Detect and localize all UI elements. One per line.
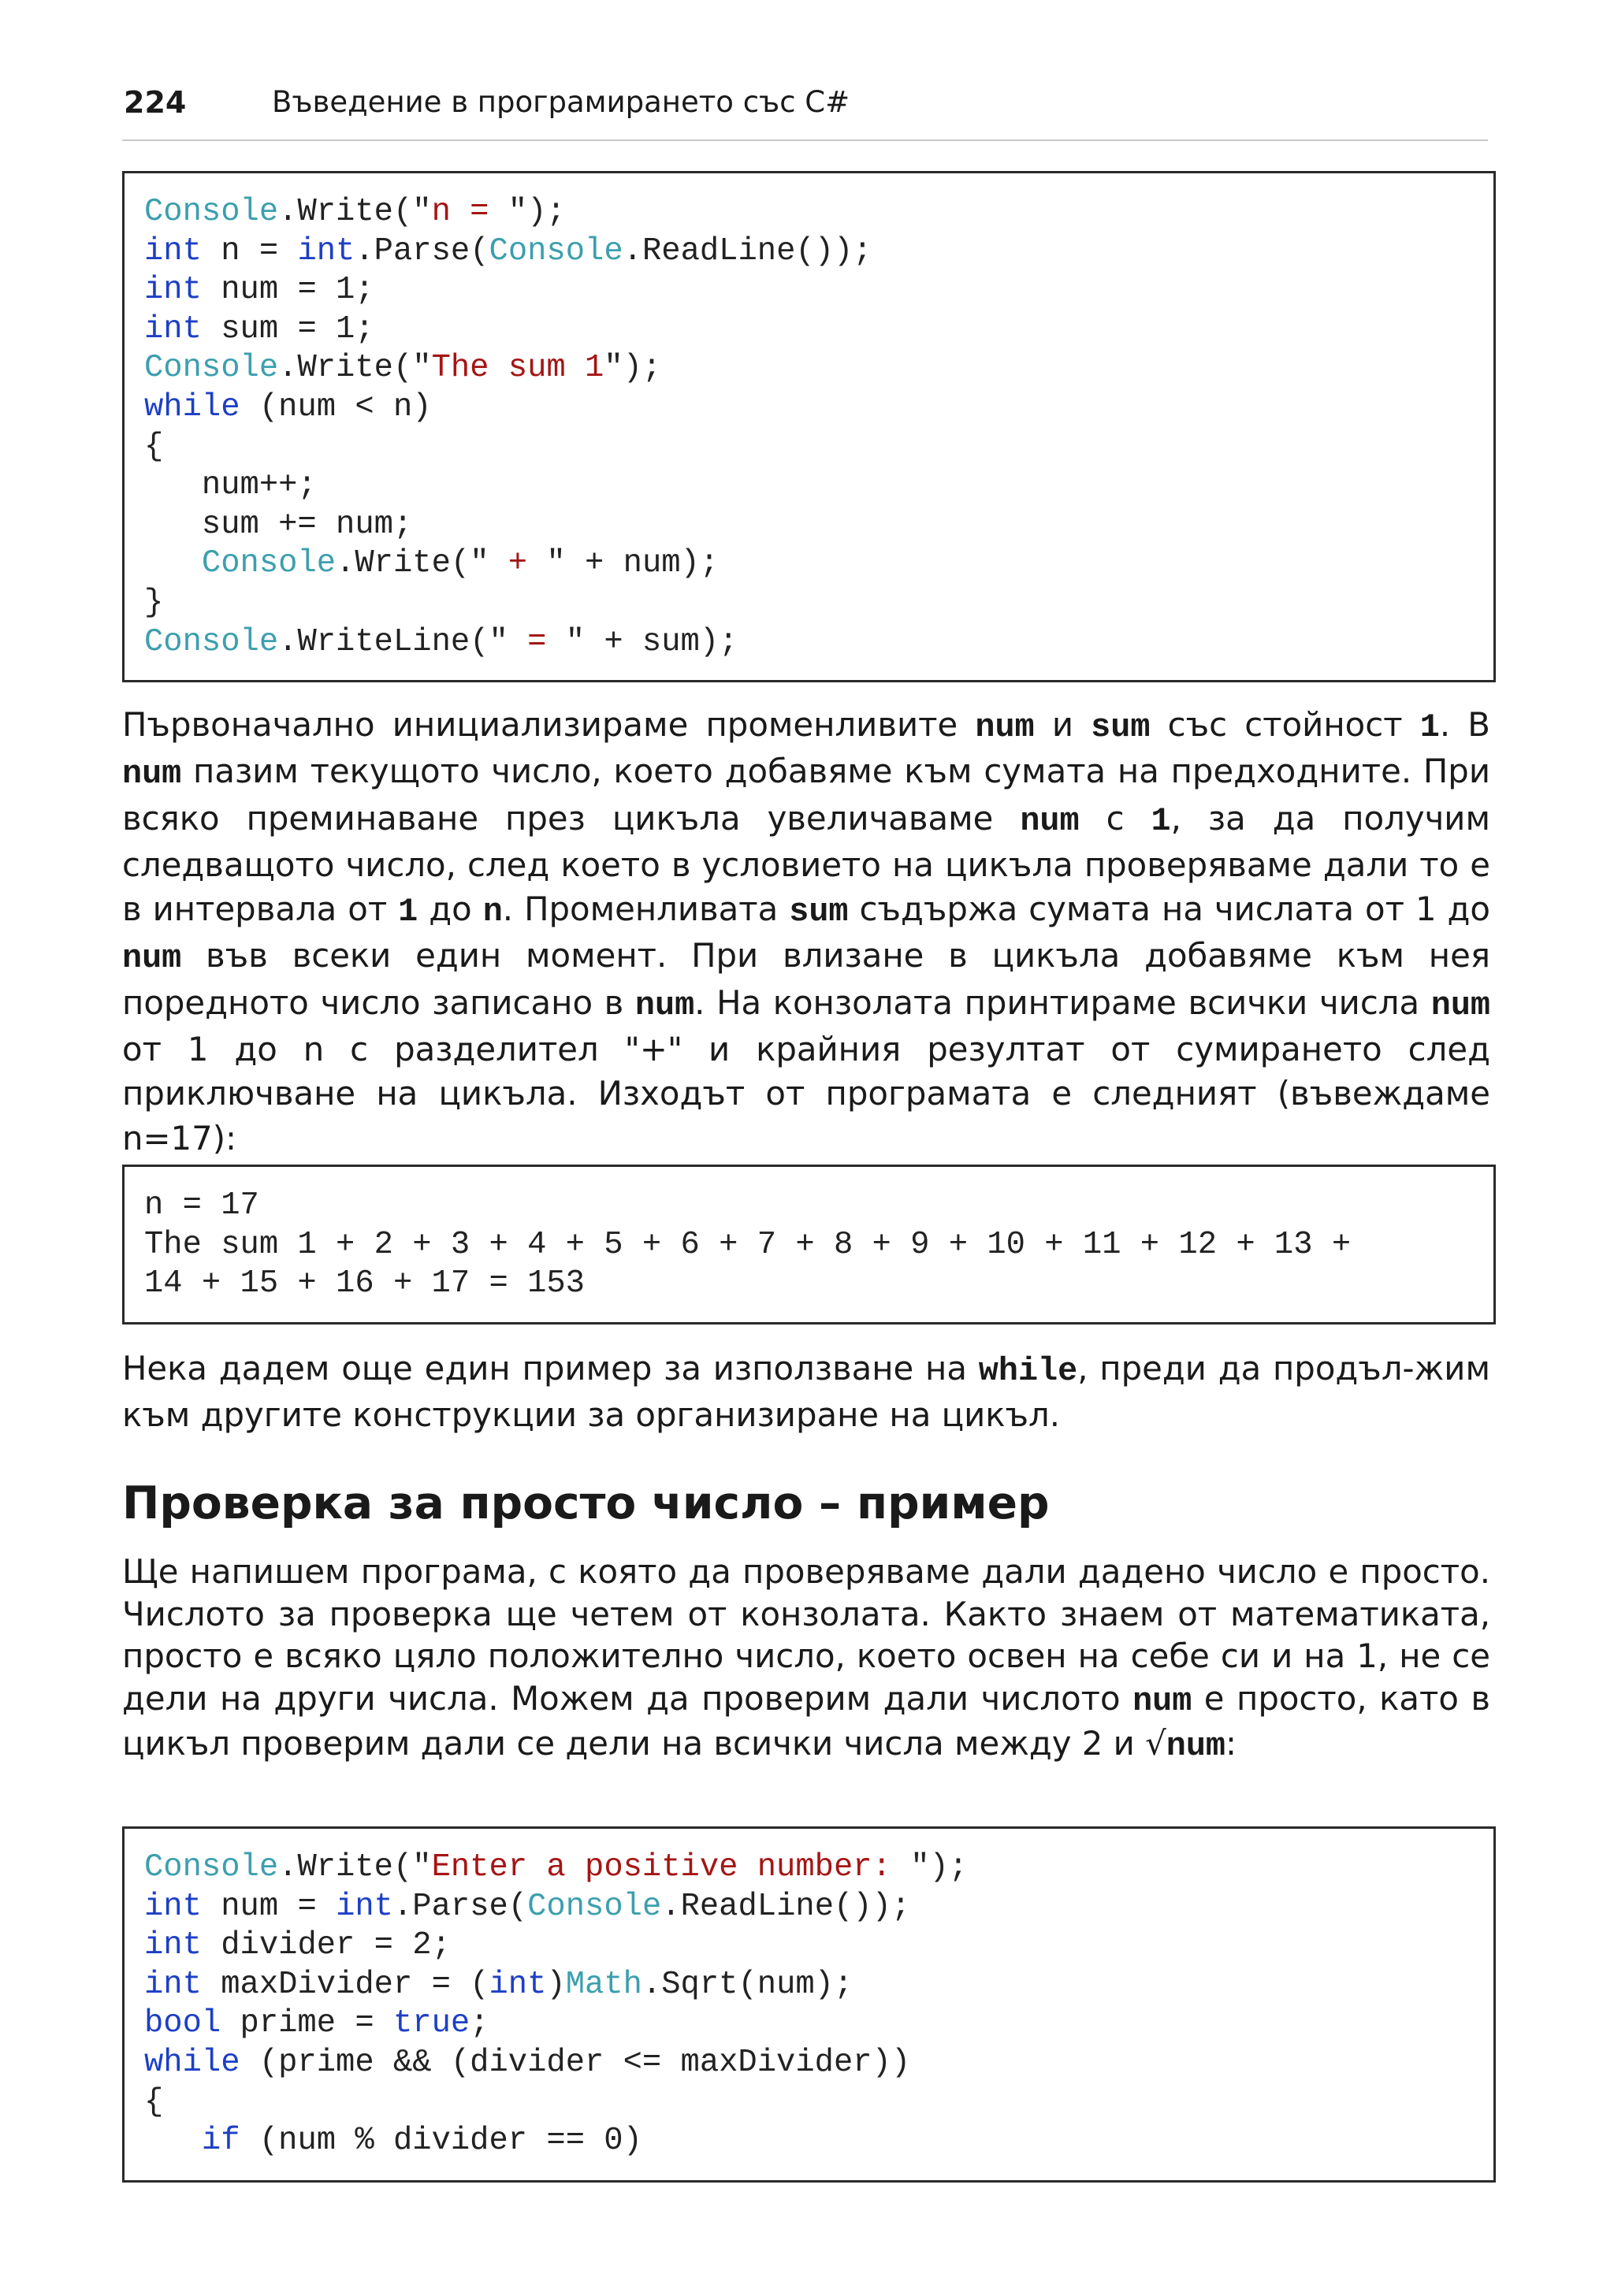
code-line xyxy=(144,232,1493,272)
code-token: Console xyxy=(144,194,279,230)
text-run: във всеки един момент. При влизане в цикъла добавяме към нея поредното число записано в xyxy=(122,936,1490,1022)
code-line xyxy=(144,1187,1493,1226)
code-token: (prime && (divider <= maxDivider)) xyxy=(240,2044,911,2081)
code-token: ) xyxy=(546,1966,566,2003)
inline-code: 1 xyxy=(1419,708,1440,746)
code-line xyxy=(144,1926,1493,1966)
text-run: , за да получим следващото число, след което в условието на цикъла проверяваме дали то е в интервала от xyxy=(122,798,1490,929)
code-token: n = 17 xyxy=(144,1187,259,1224)
inline-code: num xyxy=(1166,1727,1225,1766)
text-run: Ще напишем програма, с която да проверяваме дали дадено число е просто. Числото за проверка ще четем от конзолата. Както знаем от математиката, просто е всяко цяло положително число, което освен на себе си и на 1, не се дели на други числа. Можем да проверим дали числото xyxy=(122,1552,1490,1718)
inline-code: num xyxy=(122,939,182,978)
code-token xyxy=(144,2123,202,2159)
code-token: .WriteLine(" xyxy=(278,623,508,660)
code-token: maxDivider = ( xyxy=(201,1966,489,2003)
code-line xyxy=(144,623,1493,663)
code-line xyxy=(144,1848,1493,1888)
code-line xyxy=(144,193,1493,232)
text-run: пазим текущото число, което добавяме към сумата на предходните. При всяко преминаване през цикъла увеличаваме xyxy=(122,752,1490,838)
inline-code: while xyxy=(978,1352,1078,1390)
text-run: е просто, като в цикъл проверим дали се дели на всички числа между 2 и √ xyxy=(122,1678,1491,1763)
code-token: sum += num; xyxy=(144,506,413,543)
book-title: Въведение в програмирането със C# xyxy=(272,85,850,119)
code-token: n = xyxy=(431,194,508,230)
code-token: int xyxy=(144,272,202,309)
code-token: " + sum); xyxy=(565,623,738,660)
inline-code: 1 xyxy=(1151,801,1171,840)
code-token xyxy=(144,545,202,581)
code-token: n = xyxy=(201,232,298,269)
inline-code: num xyxy=(1020,801,1080,840)
code-token: " + num); xyxy=(546,545,720,582)
text-run: , преди да продъл-жим към другите конструкции за организиране на цикъл. xyxy=(122,1349,1490,1435)
code-token: (num < n) xyxy=(240,388,432,425)
code-line xyxy=(144,2044,1493,2083)
code-line xyxy=(144,271,1493,310)
code-token: .ReadLine()); xyxy=(623,232,872,269)
code-token: while xyxy=(144,388,240,425)
text-run: с xyxy=(1079,798,1151,838)
code-token: .Parse( xyxy=(392,1888,528,1925)
text-run: до xyxy=(418,890,483,929)
code-token: The sum 1 + 2 + 3 + 4 + 5 + 6 + 7 + 8 + 9 + 10 + 11 + 12 + 13 + xyxy=(144,1226,1352,1263)
code-token: int xyxy=(144,232,202,269)
inline-code: n xyxy=(482,893,503,931)
code-token: Console xyxy=(489,232,623,269)
text-run: Първоначално инициализираме променливите xyxy=(122,705,976,744)
code-token: int xyxy=(336,1888,393,1925)
text-run: . В xyxy=(1439,705,1490,744)
code-token: true xyxy=(392,2005,470,2042)
text-run: Нека дадем още един пример за използване на xyxy=(122,1349,979,1388)
code-token: + xyxy=(489,545,547,582)
page-number: 224 xyxy=(124,85,187,120)
code-token: Console xyxy=(527,1888,662,1925)
console-output xyxy=(144,1187,1493,1304)
code-line xyxy=(144,2083,1493,2123)
inline-code: sum xyxy=(789,893,849,931)
code-listing xyxy=(144,1848,1493,2161)
code-token: Console xyxy=(144,623,279,660)
code-token: .Write(" xyxy=(278,350,432,387)
text-run: : xyxy=(1225,1724,1237,1763)
inline-code: 1 xyxy=(398,893,418,931)
code-token: while xyxy=(144,2044,240,2081)
code-token: = xyxy=(508,623,566,660)
inline-code: num xyxy=(1430,986,1490,1024)
console-output-block xyxy=(122,1165,1496,1324)
code-token: bool xyxy=(144,2005,221,2042)
code-token: .ReadLine()); xyxy=(661,1888,911,1925)
code-token: num = xyxy=(201,1888,337,1925)
code-token: sum = 1; xyxy=(201,310,374,347)
inline-code: sum xyxy=(1091,708,1151,746)
code-token: .Parse( xyxy=(355,232,489,269)
code-block-prime xyxy=(122,1826,1496,2183)
code-token: .Write(" xyxy=(336,545,489,582)
paragraph-prime-intro xyxy=(122,1551,1490,1768)
text-run: . Променливата xyxy=(502,890,790,929)
code-line xyxy=(144,1265,1493,1304)
code-token: The sum 1 xyxy=(431,350,604,387)
code-token: 14 + 15 + 16 + 17 = 153 xyxy=(144,1265,585,1302)
code-line xyxy=(144,1966,1493,2005)
code-line xyxy=(144,1226,1493,1265)
code-token: "); xyxy=(508,194,566,230)
inline-code: num xyxy=(122,755,182,793)
code-token: ; xyxy=(470,2005,489,2042)
code-token: .Write(" xyxy=(278,194,432,230)
code-token: num++; xyxy=(144,467,317,504)
code-token: int xyxy=(144,1888,202,1925)
code-line xyxy=(144,428,1493,467)
section-title: Проверка за просто число – пример xyxy=(122,1477,1050,1529)
text-run: от 1 до n с разделител "+" и крайния резултат от сумирането след приключване на цикъла. Изходът от програмата е следният (въвеждаме n=17): xyxy=(122,1030,1490,1157)
code-line xyxy=(144,506,1493,545)
code-block-sum xyxy=(122,171,1496,682)
code-token: int xyxy=(489,1966,547,2003)
code-token: num = 1; xyxy=(201,272,374,309)
code-token: Enter a positive number: xyxy=(431,1849,911,1885)
code-token: int xyxy=(144,310,202,347)
code-token: Console xyxy=(201,545,337,582)
code-token: Console xyxy=(144,350,279,387)
code-token: .Sqrt(num); xyxy=(642,1966,853,2003)
text-run: и xyxy=(1034,705,1091,744)
code-token: int xyxy=(144,1966,202,2003)
code-token: prime = xyxy=(221,2005,393,2042)
text-run: съдържа сумата на числата от 1 до xyxy=(848,890,1490,929)
code-token: (num % divider == 0) xyxy=(240,2123,642,2160)
code-line xyxy=(144,544,1493,584)
inline-code: num xyxy=(1132,1681,1192,1720)
code-line xyxy=(144,2004,1493,2044)
page-header xyxy=(122,81,1488,141)
code-line xyxy=(144,349,1493,388)
code-token: { xyxy=(144,2083,164,2120)
code-line xyxy=(144,388,1493,428)
code-token: int xyxy=(297,232,355,269)
paragraph-explanation xyxy=(122,703,1490,1161)
code-token: Console xyxy=(144,1849,279,1885)
code-listing xyxy=(144,193,1493,662)
code-line xyxy=(144,310,1493,350)
code-token: divider = 2; xyxy=(201,1927,451,1964)
code-line xyxy=(144,2122,1493,2161)
inline-code: num xyxy=(634,986,695,1024)
code-token: .Write(" xyxy=(278,1849,432,1885)
inline-code: num xyxy=(975,708,1035,746)
code-token: { xyxy=(144,428,164,465)
code-line xyxy=(144,584,1493,623)
code-token: if xyxy=(201,2123,240,2160)
text-run: . На конзолата принтираме всички числа xyxy=(694,983,1431,1022)
code-line xyxy=(144,1888,1493,1927)
text-run: със стойност xyxy=(1150,705,1420,744)
paragraph-transition xyxy=(122,1347,1490,1438)
code-token: "); xyxy=(910,1849,969,1885)
code-token: int xyxy=(144,1927,202,1964)
code-line xyxy=(144,466,1493,506)
code-token: "); xyxy=(604,350,662,387)
code-token: } xyxy=(144,584,164,621)
code-token: Math xyxy=(565,1966,642,2003)
